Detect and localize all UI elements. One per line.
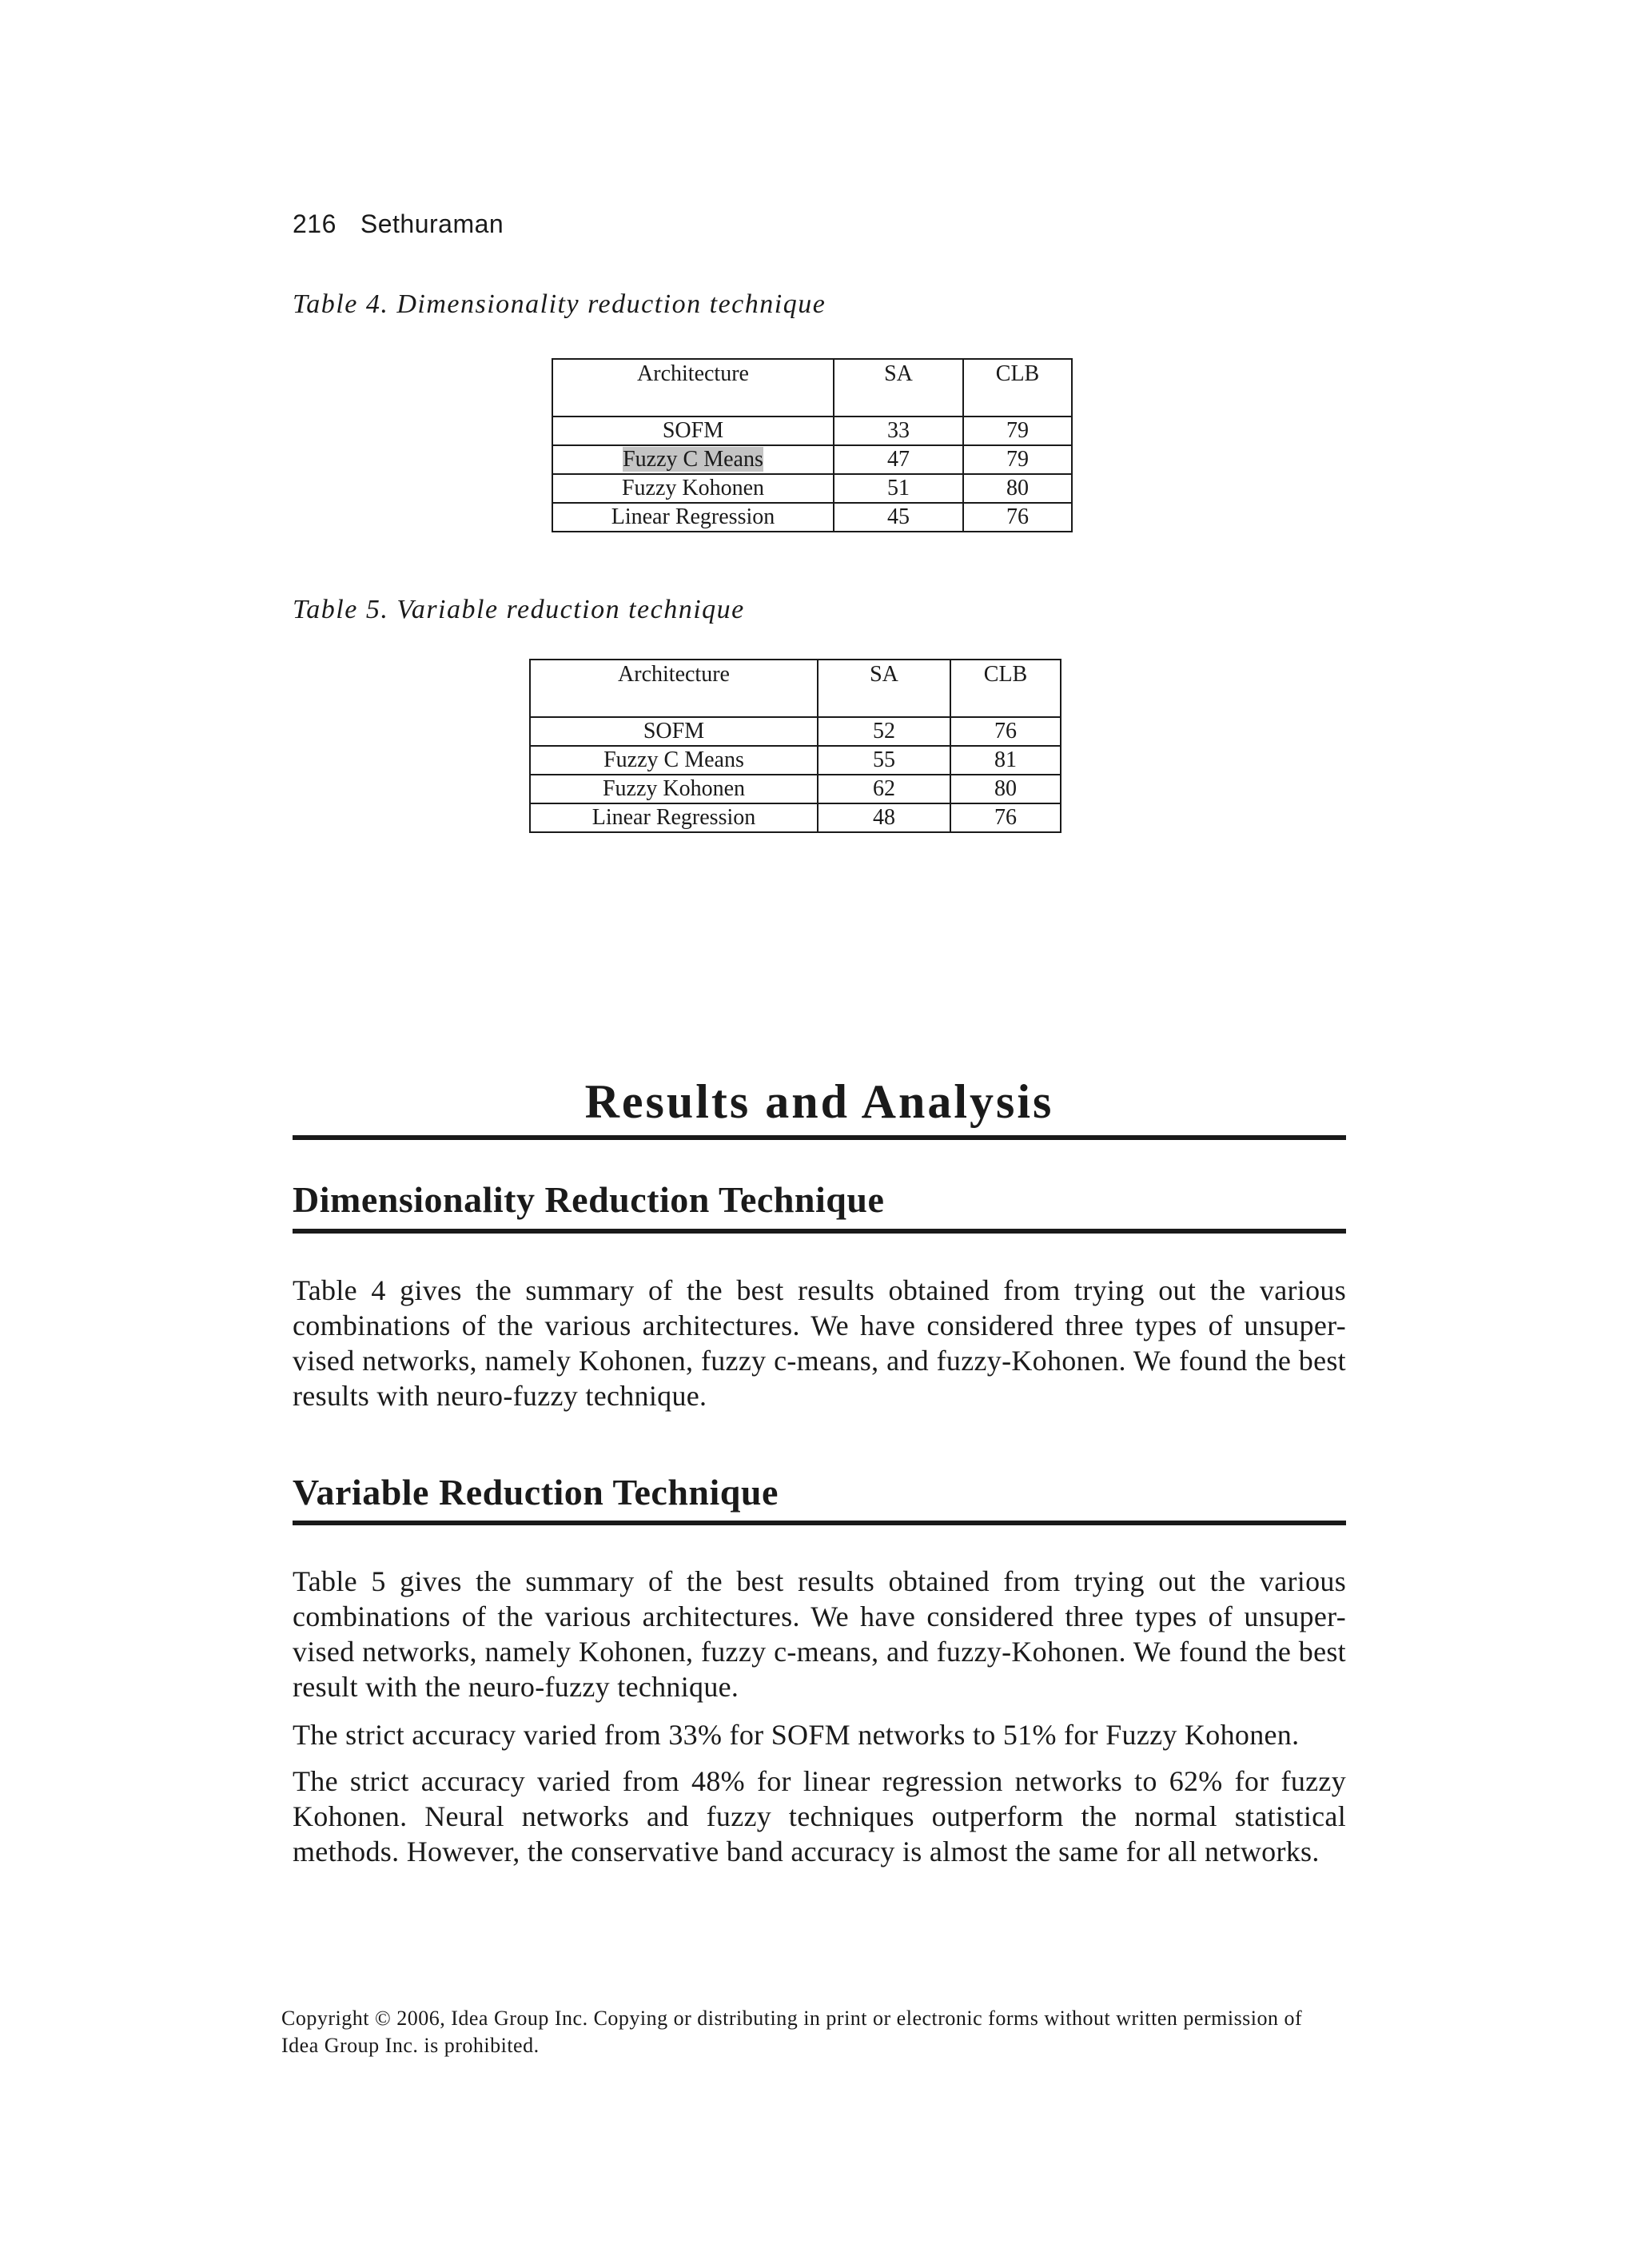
subsection-heading-dimensionality: Dimensionality Reduction Technique xyxy=(293,1179,885,1220)
author-name: Sethuraman xyxy=(360,209,504,238)
table-cell: 55 xyxy=(818,746,950,775)
column-header: SA xyxy=(834,359,963,417)
table-row xyxy=(552,474,1072,503)
table-cell xyxy=(552,445,834,474)
table-cell: 51 xyxy=(834,474,963,503)
running-head xyxy=(293,209,504,239)
table5-caption: Table 5. Variable reduction technique xyxy=(293,595,745,624)
table-cell: SOFM xyxy=(552,417,834,445)
table-cell: 62 xyxy=(818,775,950,803)
table-header-row xyxy=(530,660,1061,717)
subsection-rule xyxy=(293,1229,1346,1234)
table-cell: Fuzzy Kohonen xyxy=(530,775,818,803)
table-cell: 80 xyxy=(950,775,1061,803)
body-paragraph: The strict accuracy varied from 33% for SOFM networks to 51% for Fuzzy Kohonen. xyxy=(293,1719,1300,1751)
table4-caption: Table 4. Dimensionality reduction technique xyxy=(293,289,826,319)
section-title: Results and Analysis xyxy=(584,1075,1054,1128)
table-cell: SOFM xyxy=(530,717,818,746)
highlighted-text[interactable]: Fuzzy C Means xyxy=(623,447,763,472)
table-cell: 48 xyxy=(818,803,950,832)
table-cell: 52 xyxy=(818,717,950,746)
table-header-row xyxy=(552,359,1072,417)
table5 xyxy=(529,659,1061,833)
table-cell: 33 xyxy=(834,417,963,445)
body-paragraph: The strict accuracy varied from 48% for linear regression networks to 62% for fuzzy Kohonen. Neural networks and fuzzy techniques outperform the normal statistical methods. However, the conservative band accuracy is almost the same for all networks. xyxy=(293,1765,1346,1867)
column-header: Architecture xyxy=(530,660,818,717)
column-header: Architecture xyxy=(552,359,834,417)
copyright-notice: Copyright © 2006, Idea Group Inc. Copying or distributing in print or electronic forms without written permission of Idea Group Inc. is prohibited. xyxy=(281,2007,1303,2057)
table-cell: 80 xyxy=(963,474,1072,503)
body-paragraph: Table 4 gives the summary of the best results obtained from trying out the various combinations of the various architectures. We have considered three types of unsuper-vised networks, namely Kohonen, fuzzy c-means, and fuzzy-Kohonen. We found the best results with neuro-fuzzy technique. xyxy=(293,1274,1346,1412)
table-row xyxy=(552,503,1072,532)
table-cell: 79 xyxy=(963,445,1072,474)
table-row xyxy=(530,803,1061,832)
table-row xyxy=(530,775,1061,803)
body-paragraph: Table 5 gives the summary of the best results obtained from trying out the various combinations of the various architectures. We have considered three types of unsuper-vised networks, namely Kohonen, fuzzy c-means, and fuzzy-Kohonen. We found the best result with the neuro-fuzzy technique. xyxy=(293,1565,1346,1703)
column-header: SA xyxy=(818,660,950,717)
table-cell: 79 xyxy=(963,417,1072,445)
subsection-rule xyxy=(293,1521,1346,1525)
page-number: 216 xyxy=(293,209,337,238)
section-rule xyxy=(293,1135,1346,1140)
table-cell: 47 xyxy=(834,445,963,474)
column-header: CLB xyxy=(950,660,1061,717)
column-header: CLB xyxy=(963,359,1072,417)
table-cell: Fuzzy Kohonen xyxy=(552,474,834,503)
table-row xyxy=(530,717,1061,746)
table-row xyxy=(530,746,1061,775)
table-cell: 76 xyxy=(950,717,1061,746)
subsection-heading-variable: Variable Reduction Technique xyxy=(293,1472,779,1513)
table-cell: 76 xyxy=(950,803,1061,832)
table-cell: 81 xyxy=(950,746,1061,775)
table-row xyxy=(552,417,1072,445)
table-cell: Linear Regression xyxy=(552,503,834,532)
table-cell: Fuzzy C Means xyxy=(530,746,818,775)
table-cell: Linear Regression xyxy=(530,803,818,832)
table4 xyxy=(552,358,1073,532)
table-cell: 45 xyxy=(834,503,963,532)
table-cell: 76 xyxy=(963,503,1072,532)
table-row xyxy=(552,445,1072,474)
